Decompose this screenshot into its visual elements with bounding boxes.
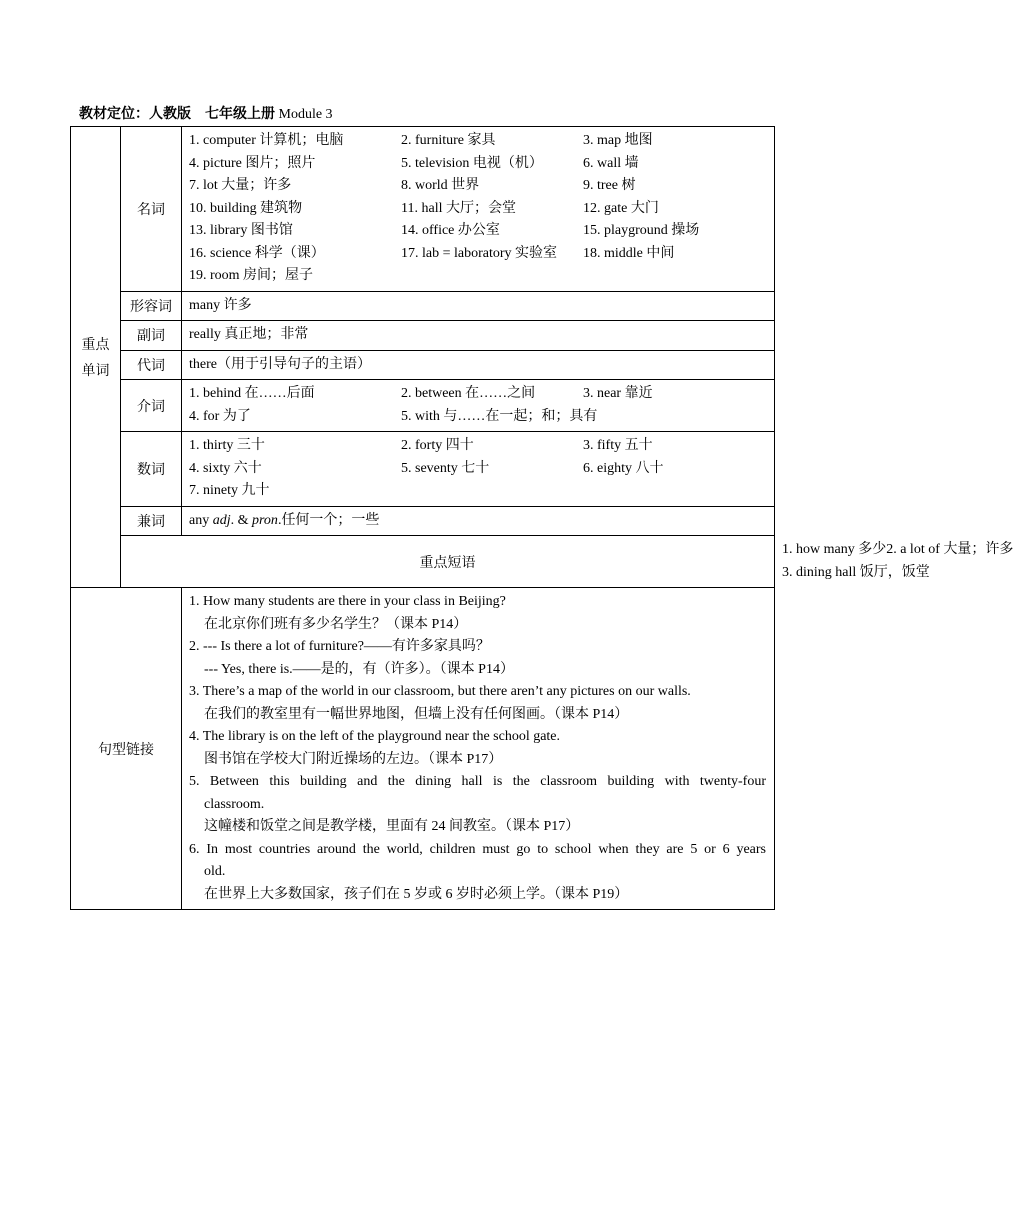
noun-item: 17. lab = laboratory 实验室: [401, 245, 558, 261]
noun-line: [189, 265, 774, 288]
noun-item: 8. world 世界: [401, 178, 480, 193]
noun-item: 14. office 办公室: [401, 223, 500, 238]
numeral-item: 1. thirty 三十: [189, 438, 265, 453]
sentence-4: [189, 726, 774, 771]
numeral-item: 4. sixty 六十: [189, 460, 262, 476]
preposition-item: 5. with 与……在一起；和；具有: [401, 408, 598, 424]
noun-item: 9. tree 树: [583, 178, 636, 193]
noun-item: 3. map 地图: [583, 133, 653, 148]
adjectives-row: [71, 291, 775, 321]
prepositions-content: [182, 380, 775, 432]
noun-item: 11. hall 大厅；会堂: [401, 200, 516, 216]
numeral-item: 6. eighty 八十: [583, 460, 664, 476]
numerals-content: [182, 432, 775, 507]
preposition-line: [189, 406, 774, 429]
numerals-row: [71, 432, 775, 507]
noun-line: [189, 243, 774, 266]
sentence-1: [189, 591, 774, 636]
noun-item: 1. computer 计算机；电脑: [189, 133, 344, 148]
adj-abbrev: adj: [212, 512, 231, 528]
sentence-en: old.: [204, 864, 226, 879]
noun-item: 12. gate 大门: [583, 200, 659, 216]
sentence-en: 5. Between this building and the dining hall is the classroom building with twenty-four: [189, 774, 766, 789]
vocabulary-table: [70, 126, 1013, 910]
sentences-label: 句型链接: [71, 588, 182, 910]
adjectives-content: [182, 291, 775, 321]
phrases-label: 重点短语: [121, 536, 775, 588]
numeral-item: 3. fifty 五十: [583, 438, 653, 453]
preposition-line: [189, 383, 774, 406]
multi-word: any: [189, 512, 213, 528]
noun-line: [189, 220, 774, 243]
numeral-item: 7. ninety 九十: [189, 483, 270, 498]
noun-line: [189, 198, 774, 221]
sentence-6: [189, 839, 774, 907]
prepositions-label: 介词: [121, 380, 182, 432]
adjectives-label: 形容词: [121, 291, 182, 321]
sentences-content: [182, 588, 775, 910]
sentence-zh: 图书馆在学校大门附近操场的左边。（课本 P17）: [204, 751, 503, 767]
noun-item: 13. library 图书馆: [189, 223, 293, 238]
module-label: Module 3: [278, 107, 333, 122]
numeral-line: [189, 458, 774, 481]
sentence-en: 2. --- Is there a lot of furniture?——有许多家具吗？: [189, 639, 490, 654]
noun-item: 19. room 房间；屋子: [189, 268, 314, 283]
numeral-item: 5. seventy 七十: [401, 460, 490, 476]
preposition-item: 4. for 为了: [189, 408, 251, 424]
noun-item: 16. science 科学（课）: [189, 245, 325, 261]
multi-class-row: [71, 506, 775, 536]
multi-class-item: [189, 510, 774, 533]
phrase-item: 2. a lot of 大量；许多: [886, 542, 1013, 557]
noun-item: 5. television 电视（机）: [401, 155, 543, 171]
sentence-en: --- Yes, there is.——是的，有（许多）。（课本 P14）: [204, 661, 514, 677]
nouns-row: [71, 127, 775, 292]
document-header: [79, 106, 333, 124]
pronouns-row: [71, 350, 775, 380]
numeral-line: [189, 435, 774, 458]
adverbs-content: [182, 321, 775, 351]
sentence-zh: 在北京你们班有多少名学生？（课本 P14）: [204, 616, 468, 632]
noun-item: 18. middle 中间: [583, 245, 675, 261]
pronoun-item: there（用于引导句子的主语）: [189, 356, 371, 372]
numeral-line: [189, 480, 774, 503]
nouns-content: [182, 127, 775, 292]
pronouns-content: [182, 350, 775, 380]
sentence-en: 3. There’s a map of the world in our classroom, but there aren’t any pictures on our walls.: [189, 684, 691, 699]
multi-meaning: .任何一个；一些: [277, 512, 380, 528]
multi-separator: . &: [230, 512, 252, 528]
sentence-3: [189, 681, 774, 726]
sentence-zh: 这幢楼和饭堂之间是教学楼，里面有 24 间教室。（课本 P17）: [204, 819, 580, 834]
prepositions-row: [71, 380, 775, 432]
sentence-en: 6. In most countries around the world, children must go to school when they are 5 or 6 years: [189, 841, 766, 857]
preposition-item: 2. between 在……之间: [401, 386, 536, 401]
noun-item: 4. picture 图片；照片: [189, 155, 316, 171]
numeral-item: 2. forty 四十: [401, 438, 474, 453]
sentence-en: 1. How many students are there in your class in Beijing?: [189, 594, 506, 609]
sentence-zh: 在我们的教室里有一幅世界地图，但墙上没有任何图画。（课本 P14）: [204, 706, 629, 722]
numerals-label: 数词: [121, 432, 182, 507]
noun-item: 10. building 建筑物: [189, 200, 303, 216]
phrase-item: 1. how many 多少: [782, 542, 887, 557]
adjective-item: many 许多: [189, 297, 252, 313]
adverbs-row: [71, 321, 775, 351]
preposition-item: 1. behind 在……后面: [189, 386, 315, 401]
multi-class-content: [182, 506, 775, 536]
noun-item: 2. furniture 家具: [401, 133, 496, 148]
pron-abbrev: pron: [252, 512, 278, 528]
noun-item: 7. lot 大量；许多: [189, 178, 292, 193]
sentence-2: [189, 636, 774, 681]
nouns-label: 名词: [121, 127, 182, 292]
sentence-en: classroom.: [204, 796, 265, 812]
noun-line: [189, 130, 774, 153]
adverbs-label: 副词: [121, 321, 182, 351]
multi-class-label: 兼词: [121, 506, 182, 536]
key-words-label-1: 重点: [81, 338, 110, 353]
key-words-cell: [71, 127, 121, 588]
noun-line: [189, 175, 774, 198]
adverb-item: really 真正地；非常: [189, 327, 309, 342]
phrases-row: 重点短语 1. how many 多少 2. a lot of 大量；许多 3. dining hall 饭厅，饭堂: [71, 536, 775, 588]
textbook-label: 教材定位：人教版 七年级上册: [79, 107, 275, 122]
key-words-label-2: 单词: [81, 364, 110, 379]
sentence-zh: 在世界上大多数国家，孩子们在 5 岁或 6 岁时必须上学。（课本 P19）: [204, 886, 629, 902]
noun-item: 15. playground 操场: [583, 223, 700, 238]
noun-line: [189, 153, 774, 176]
sentences-row: [71, 588, 775, 910]
sentence-en: 4. The library is on the left of the playground near the school gate.: [189, 729, 561, 744]
pronouns-label: 代词: [121, 350, 182, 380]
preposition-item: 3. near 靠近: [583, 386, 653, 401]
sentence-5: [189, 771, 774, 839]
noun-item: 6. wall 墙: [583, 155, 639, 171]
